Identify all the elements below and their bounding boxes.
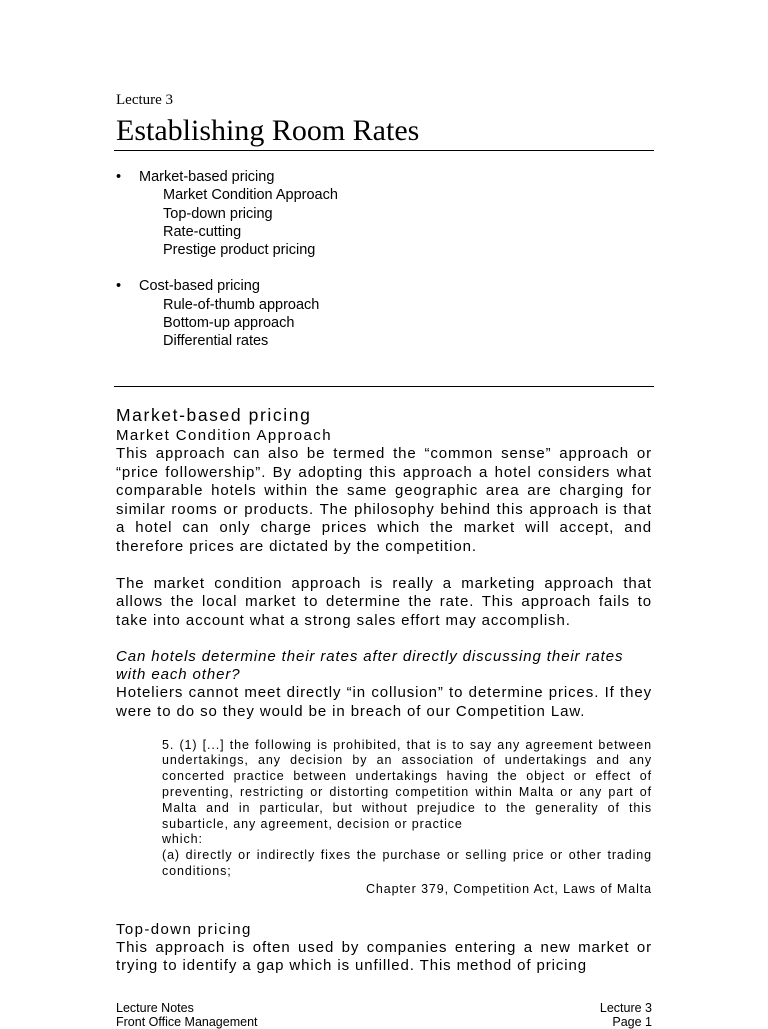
outline-item: Rule-of-thumb approach: [163, 296, 320, 313]
outline-item: Market Condition Approach: [163, 187, 338, 204]
bullet-icon: •: [116, 278, 122, 295]
paragraph: Hoteliers cannot meet directly “in collusion” to determine prices. If they were to do so they would be in breach of our Competition Law.: [116, 684, 652, 720]
paragraph: This approach is often used by companies entering a new market or trying to identify a gap which is unfilled. This method of pricing: [116, 938, 652, 975]
outline-bullet-row: [116, 168, 676, 186]
outline-item: Bottom-up approach: [163, 315, 295, 332]
quote-text: 5. (1) [...] the following is prohibited, that is to say any agreement between undertakings, any decision by an association of undertakings and any concerted practice between undertakings having the object or effect of preventing, restricting or distorting competition within Malta or any part of Malta and in particular, but without prejudice to the generality of this subarticle, any agreement, decision or practice: [162, 737, 652, 831]
lecture-label: Lecture 3: [116, 92, 174, 108]
bullet-icon: •: [116, 169, 122, 185]
outline-bullet-row: [116, 277, 676, 295]
paragraph: The market condition approach is really a marketing approach that allows the local market to determine the rate. This approach fails to take into account what a strong sales effort may accomplish.: [116, 574, 652, 629]
footer-right: [600, 1001, 652, 1029]
section-subheading-2: Top-down pricing: [116, 920, 252, 938]
footer-left: [116, 1001, 258, 1029]
outline-item: Prestige product pricing: [163, 242, 316, 259]
question: Can hotels determine their rates after directly discussing their rates with each other?: [116, 648, 624, 684]
quote-which: which:: [162, 832, 203, 847]
section-subheading: Market Condition Approach: [116, 427, 332, 444]
quote-item: (a) directly or indirectly fixes the purchase or selling price or other trading conditions;: [162, 848, 652, 878]
footer-subject: Front Office Management: [116, 1015, 258, 1029]
outline-group-cost: [116, 277, 676, 350]
section-body: [116, 404, 652, 976]
outline-item: Differential rates: [163, 333, 269, 350]
outline-item: Top-down pricing: [163, 205, 273, 222]
footer-lecture: Lecture 3: [599, 1001, 652, 1015]
title-underline: [114, 150, 654, 151]
topic-outline: [116, 168, 676, 369]
section-divider: [114, 386, 654, 387]
outline-label: Cost-based pricing: [139, 278, 260, 295]
quote-citation: Chapter 379, Competition Act, Laws of Malta: [365, 881, 652, 896]
paragraph: This approach can also be termed the “common sense” approach or “price followership”. By adopting this approach a hotel considers what comparable hotels within the same geographic area are charging for similar rooms or products. The philosophy behind this approach is that a hotel can only charge prices which the market will accept, and therefore prices are dictated by the competition.: [116, 445, 652, 555]
footer-page: Page 1: [612, 1015, 652, 1029]
footer-course: Lecture Notes: [116, 1001, 194, 1015]
section-heading: Market-based pricing: [116, 405, 312, 425]
law-quote: [162, 738, 652, 898]
outline-group-market: [116, 168, 676, 259]
page-title: Establishing Room Rates: [116, 114, 420, 147]
outline-item: Rate-cutting: [163, 223, 242, 240]
outline-label: Market-based pricing: [139, 169, 275, 185]
